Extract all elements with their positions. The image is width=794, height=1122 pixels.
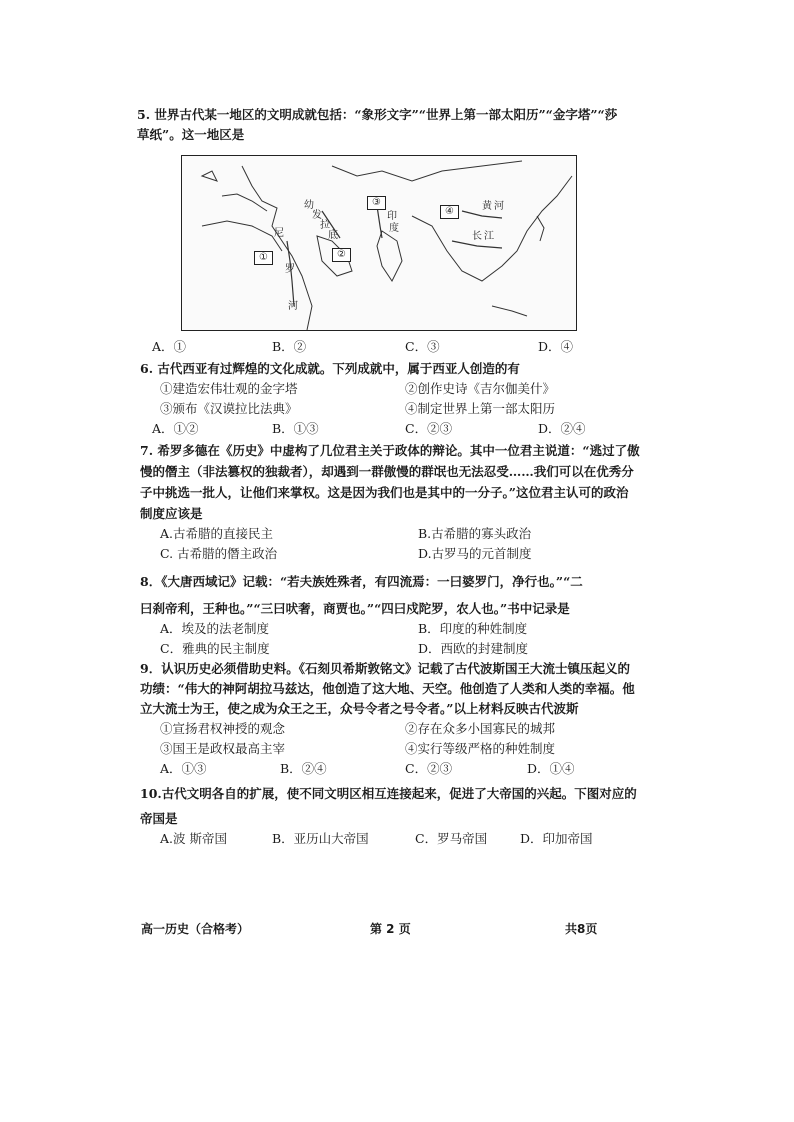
q8-option-b: B．印度的种姓制度 <box>418 621 528 636</box>
footer-course: 高一历史（合格考） <box>141 922 250 936</box>
map-label-2: ② <box>332 248 351 262</box>
q9-option-d: D．①④ <box>527 761 575 776</box>
q9-item-1: ①宣扬君权神授的观念 <box>160 721 286 736</box>
river-two-char-1: 幼 <box>304 200 314 211</box>
q10-line2: 帝国是 <box>140 811 178 826</box>
q7-line1: 7. 希罗多德在《历史》中虚构了几位君主关于政体的辩论。其中一位君主说道：“逃过了傲 <box>140 443 640 458</box>
q6-stem: 6. 古代西亚有过辉煌的文化成就。下列成就中，属于西亚人创造的有 <box>140 361 520 376</box>
q9-line1: 9．认识历史必须借助史料。《石刻贝希斯敦铭文》记载了古代波斯国王大流士镇压起义的 <box>140 661 630 676</box>
q6-option-d: D．②④ <box>538 421 586 436</box>
map-label-1: ① <box>254 251 273 265</box>
map-label-4: ④ <box>440 205 459 219</box>
q9-option-b: B．②④ <box>280 761 327 776</box>
q6-option-c: C．②③ <box>405 421 453 436</box>
q5-option-d: D．④ <box>538 339 574 354</box>
q9-option-a: A．①③ <box>160 761 207 776</box>
q6-option-b: B．①③ <box>272 421 319 436</box>
q7-line2: 慢的僭主（非法篡权的独裁者），却遇到一群傲慢的群氓也无法忍受……我们可以在优秀分 <box>140 464 634 479</box>
q8-option-d: D．西欧的封建制度 <box>418 641 529 656</box>
q8-line2: 曰刹帝利，王种也。”“三曰吠奢，商贾也。”“四曰戍陀罗，农人也。”书中记录是 <box>140 601 570 616</box>
q5-line2: 草纸”。这一地区是 <box>137 127 245 142</box>
q7-option-c: C. 古希腊的僭主政治 <box>160 546 278 561</box>
q8-option-c: C．雅典的民主制度 <box>160 641 270 656</box>
q9-item-3: ③国王是政权最高主宰 <box>160 741 286 756</box>
river-two-char-3: 拉 <box>320 220 330 231</box>
q10-option-c: C．罗马帝国 <box>415 831 488 846</box>
q7-option-b: B.古希腊的寡头政治 <box>418 526 532 541</box>
q5-option-b: B．② <box>272 339 307 354</box>
q6-item-2: ②创作史诗《吉尔伽美什》 <box>405 381 556 396</box>
q7-option-a: A.古希腊的直接民主 <box>160 526 274 541</box>
q9-line2: 功绩：“伟大的神阿胡拉马兹达，他创造了这大地、天空。他创造了人类和人类的幸福。他 <box>140 681 635 696</box>
map-label-3: ③ <box>367 196 386 210</box>
footer-page-number: 第 2 页 <box>370 922 411 936</box>
q8-line1: 8．《大唐西域记》记载：“若夫族姓殊者，有四流焉：一曰婆罗门，净行也。”“二 <box>140 574 583 589</box>
q9-option-c: C．②③ <box>405 761 453 776</box>
river-two-char-4: 底 <box>328 230 338 241</box>
river-two-char-2: 发 <box>312 210 322 221</box>
q6-item-3: ③颁布《汉谟拉比法典》 <box>160 401 298 416</box>
map-outline <box>182 156 576 330</box>
river-nile-char-3: 河 <box>288 301 298 312</box>
river-yellow-char-1: 黄 <box>482 201 492 212</box>
river-yangtze-char-2: 江 <box>484 231 494 242</box>
q5-option-c: C．③ <box>405 339 440 354</box>
river-indus-char-2: 度 <box>389 223 399 234</box>
q10-option-a: A.波 斯帝国 <box>160 831 227 846</box>
q8-option-a: A．埃及的法老制度 <box>160 621 270 636</box>
q7-line4: 制度应该是 <box>140 506 203 521</box>
q6-item-4: ④制定世界上第一部太阳历 <box>405 401 556 416</box>
river-yangtze-char-1: 长 <box>472 231 482 242</box>
q5-line1: 5. 世界古代某一地区的文明成就包括：“象形文字”“世界上第一部太阳历”“金字塔”“莎 <box>137 107 618 122</box>
q9-line3: 立大流士为王，使之成为众王之王，众号令者之号令者。”以上材料反映古代波斯 <box>140 701 579 716</box>
q10-option-b: B．亚历山大帝国 <box>272 831 369 846</box>
q10-option-d: D．印加帝国 <box>520 831 593 846</box>
q6-option-a: A．①② <box>152 421 199 436</box>
footer-total-pages: 共8页 <box>565 922 598 936</box>
q6-item-1: ①建造宏伟壮观的金字塔 <box>160 381 298 396</box>
world-map <box>181 155 577 331</box>
river-nile-char-1: 尼 <box>274 228 284 239</box>
q9-item-2: ②存在众多小国寡民的城邦 <box>405 721 556 736</box>
river-nile-char-2: 罗 <box>285 264 295 275</box>
q5-option-a: A．① <box>152 339 187 354</box>
q9-item-4: ④实行等级严格的种姓制度 <box>405 741 556 756</box>
q7-option-d: D.古罗马的元首制度 <box>418 546 532 561</box>
river-indus-char-1: 印 <box>387 211 397 222</box>
q7-line3: 子中挑选一批人，让他们来掌权。这是因为我们也是其中的一分子。”这位君主认可的政治 <box>140 485 629 500</box>
river-yellow-char-2: 河 <box>494 201 504 212</box>
q10-line1: 10.古代文明各自的扩展，使不同文明区相互连接起来，促进了大帝国的兴起。下图对应的 <box>140 786 637 801</box>
